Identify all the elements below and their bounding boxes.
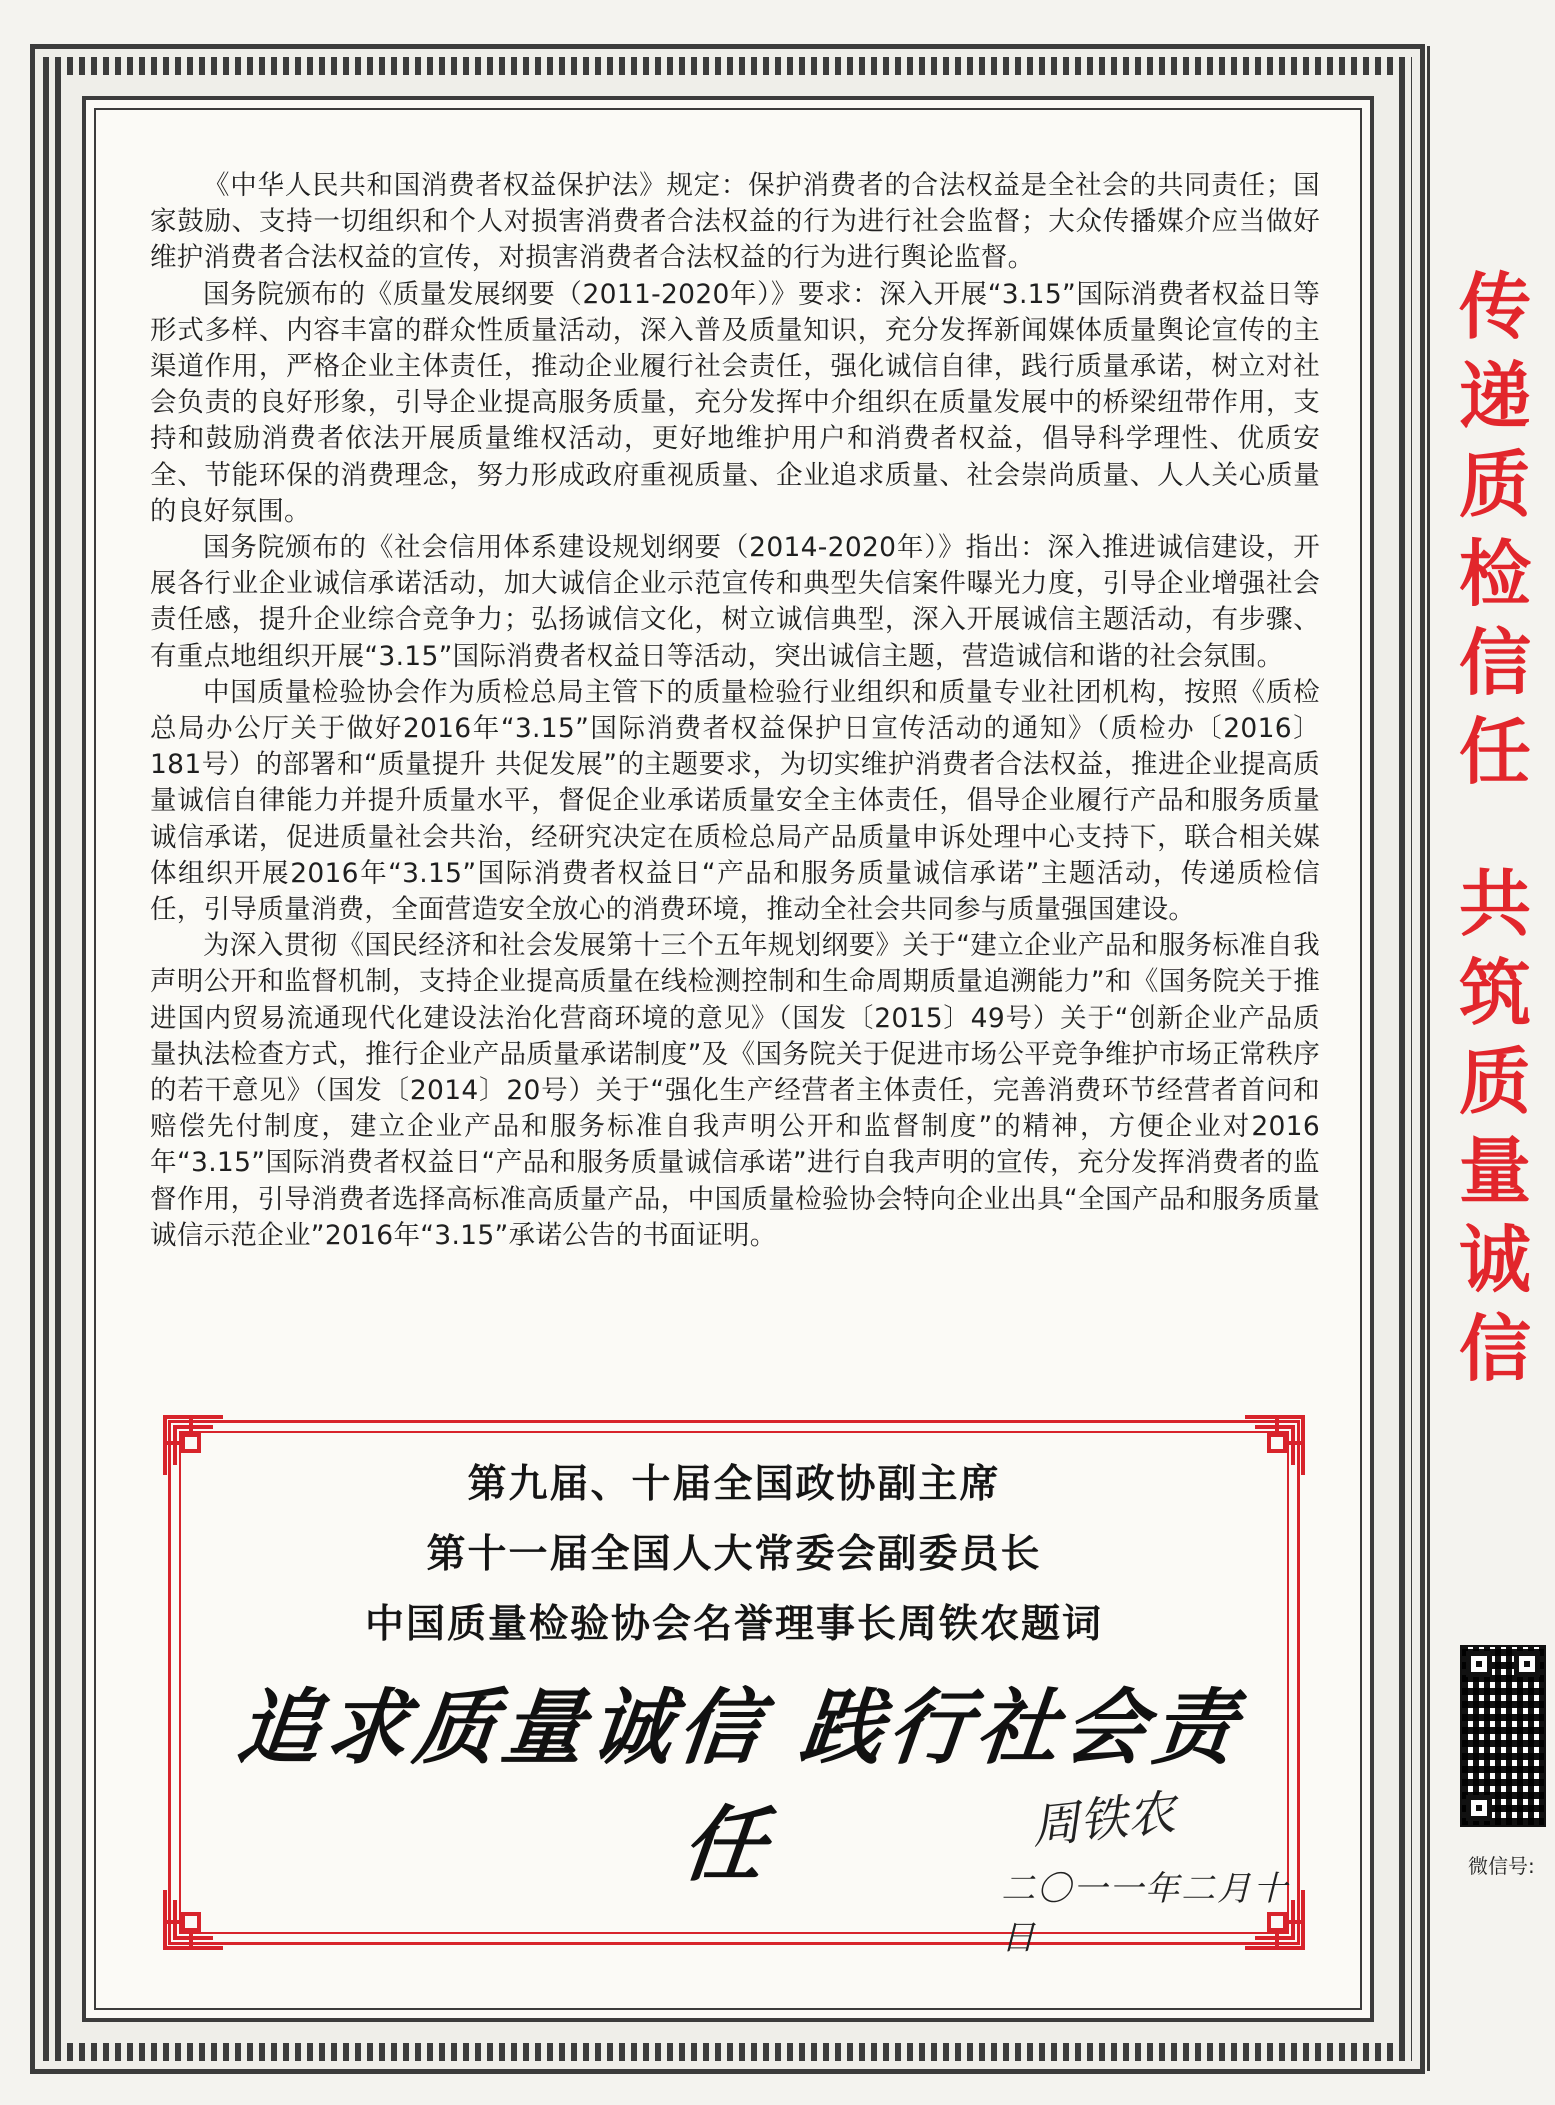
paragraph-3: 国务院颁布的《社会信用体系建设规划纲要（2014-2020年）》指出：深入推进诚信建设，开展各行业企业诚信承诺活动，加大诚信企业示范宣传和典型失信案件曝光力度，引导企业增强社会责任感，提升企业综合竞争力；弘扬诚信文化，树立诚信典型，深入开展诚信主题活动，有步骤、有重点地组织开展“3.15”国际消费者权益日等活动，突出诚信主题，营造诚信和谐的社会氛围。 bbox=[150, 532, 1320, 672]
signature: 周铁农 bbox=[1028, 1784, 1179, 1856]
slogan-char: 质 bbox=[1458, 1039, 1531, 1124]
paragraph-4: 中国质量检验协会作为质检总局主管下的质量检验行业组织和质量专业社团机构，按照《质检总局办公厅关于做好2016年“3.15”国际消费者权益保护日宣传活动的通知》（质检办〔2016〕181号）的部署和“质量提升 共促发展”的主题要求，为切实维护消费者合法权益，推进企业提高质量诚信自律能力并提升质量水平，督促企业承诺质量安全主体责任，倡导企业履行产品和服务质量诚信承诺，促进质量社会共治，经研究决定在质检总局产品质量申诉处理中心支持下，联合相关媒体组织开展2016年“3.15”国际消费者权益日“产品和服务质量诚信承诺”主题活动，传递质检信任，引导质量消费，全面营造安全放心的消费环境，推动全社会共同参与质量强国建设。 bbox=[150, 676, 1320, 926]
wechat-label: 微信号: bbox=[1468, 1854, 1535, 1878]
slogan-char: 诚 bbox=[1458, 1217, 1531, 1302]
slogan-char: 信 bbox=[1458, 620, 1531, 705]
slogan-char: 量 bbox=[1458, 1128, 1531, 1213]
body-text bbox=[150, 168, 1320, 1254]
calligraphy-inscription: 追求质量诚信 践行社会责任 bbox=[233, 1680, 1246, 1893]
dedication-title-1: 第九届、十届全国政协副主席 bbox=[467, 1461, 1001, 1507]
dedication-title-3: 中国质量检验协会名誉理事长周铁农题词 bbox=[364, 1601, 1103, 1647]
paragraph-5: 为深入贯彻《国民经济和社会发展第十三个五年规划纲要》关于“建立企业产品和服务标准自我声明公开和监督机制，支持企业提高质量在线检测控制和生命周期质量追溯能力”和《国务院关于推进国内贸易流通现代化建设法治化营商环境的意见》（国发〔2015〕49号）关于“创新企业产品质量执法检查方式，推行企业产品质量承诺制度”及《国务院关于促进市场公平竞争维护市场正常秩序的若干意见》（国发〔2014〕20号）关于“强化生产经营者主体责任，完善消费环节经营者首问和赔偿先付制度，建立企业产品和服务标准自我声明公开和监督制度”的精神，方便企业对2016年“3.15”国际消费者权益日“产品和服务质量诚信承诺”进行自我声明的宣传，充分发挥消费者的监督作用，引导消费者选择高标准高质量产品，中国质量检验协会特向企业出具“全国产品和服务质量诚信示范企业”2016年“3.15”承诺公告的书面证明。 bbox=[150, 930, 1320, 1251]
dedication-title-2: 第十一届全国人大常委会副委员长 bbox=[426, 1531, 1042, 1577]
slogan-char: 质 bbox=[1458, 442, 1531, 527]
right-divider bbox=[1427, 46, 1430, 2071]
signature-date: 二〇一一年二月十日 bbox=[1001, 1869, 1289, 1958]
slogan-char: 筑 bbox=[1458, 950, 1531, 1035]
slogan-char: 任 bbox=[1458, 709, 1531, 794]
slogan-char: 递 bbox=[1458, 353, 1531, 438]
qr-code-icon bbox=[1460, 1645, 1546, 1827]
dedication-box bbox=[168, 1420, 1300, 1958]
slogan-char: 信 bbox=[1458, 1306, 1531, 1391]
side-slogan bbox=[1450, 262, 1540, 1393]
slogan-char: 传 bbox=[1458, 264, 1531, 349]
slogan-char: 共 bbox=[1458, 861, 1531, 946]
paragraph-2: 国务院颁布的《质量发展纲要（2011-2020年）》要求：深入开展“3.15”国际消费者权益日等形式多样、内容丰富的群众性质量活动，深入普及质量知识，充分发挥新闻媒体质量舆论宣传的主渠道作用，严格企业主体责任，推动企业履行社会责任，强化诚信自律，践行质量承诺，树立对社会负责的良好形象，引导企业提高服务质量，充分发挥中介组织在质量发展中的桥梁纽带作用，支持和鼓励消费者依法开展质量维权活动，更好地维护用户和消费者权益，倡导科学理性、优质安全、节能环保的消费理念，努力形成政府重视质量、企业追求质量、社会崇尚质量、人人关心质量的良好氛围。 bbox=[150, 278, 1320, 527]
slogan-char: 检 bbox=[1458, 531, 1531, 616]
paragraph-1: 《中华人民共和国消费者权益保护法》规定：保护消费者的合法权益是全社会的共同责任；国家鼓励、支持一切组织和个人对损害消费者合法权益的行为进行社会监督；大众传播媒介应当做好维护消费者合法权益的宣传，对损害消费者合法权益的行为进行舆论监督。 bbox=[150, 170, 1320, 274]
